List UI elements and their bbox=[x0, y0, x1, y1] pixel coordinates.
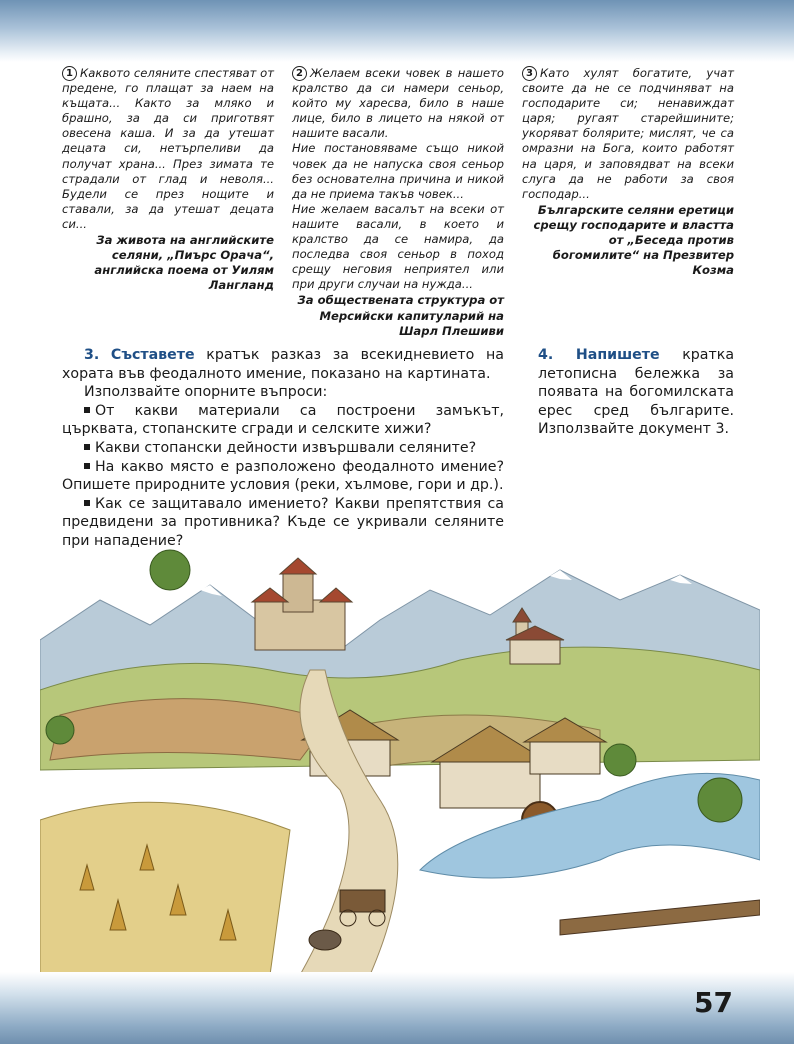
bullet-icon bbox=[84, 463, 90, 469]
footer-band bbox=[0, 972, 794, 1044]
bullet-icon bbox=[84, 444, 90, 450]
source-text: Ние желаем васалът на всеки от нашите васали, в което и кралство да се намира, да последва своя сеньор в поход срещу неговия неприятел или при други случаи на нужда... bbox=[292, 201, 504, 292]
source-caption: Българските селяни еретици срещу господарите и властта от „Беседа против богомилите“ на Презвитер Козма bbox=[533, 202, 734, 278]
task-3 bbox=[62, 346, 504, 551]
task-number: 4. bbox=[538, 347, 554, 363]
task-intro: Използвайте опорните въпроси: bbox=[84, 384, 328, 401]
page-number: 57 bbox=[694, 986, 733, 1019]
feudal-estate-illustration bbox=[40, 530, 760, 975]
bridge bbox=[560, 900, 760, 935]
question-item: Какви стопански дейности извършвали селяните? bbox=[95, 439, 477, 456]
source-text: Каквото селяните спестяват от предене, го плащат за наем на къщата... Както за мляко и брашно, за да си приготвят овесена каша. И за да утешат децата си, нетърпеливи да получат храна... През зимата те страдали от глад и неволя... Будели се през нощите и ставали, за да утешат децата си... bbox=[62, 66, 274, 231]
source-text: Желаем всеки човек в нашето кралство да си намери сеньор, който му харесва, било в наше лице, било в лицето на някой от нашите васали. bbox=[292, 66, 504, 141]
wheat-field bbox=[40, 802, 290, 975]
question-item: На какво място е разположено феодалното имение? Опишете природните условия (реки, хълмове, гори и др.). bbox=[62, 458, 504, 494]
task-verb: Напишете bbox=[575, 347, 660, 363]
source-text: Като хулят богатите, учат своите да не се подчиняват на господарите си; ненавиждат царя; ругаят старейшините; укоряват болярите; мислят, че са омразни на Бога, които работят на царя, и заповядват на всеки слуга да не работи за своя господар... bbox=[522, 66, 734, 201]
task-4 bbox=[538, 346, 734, 439]
task-text: кратък разказ за всекидневието на хората във феодалното имение, показано на картината. bbox=[62, 347, 504, 382]
source-1 bbox=[62, 66, 274, 293]
task-number: 3. bbox=[84, 347, 100, 363]
bullet-icon bbox=[84, 407, 90, 413]
source-3 bbox=[522, 66, 734, 278]
source-caption: За живота на английските селяни, „Пиърс Орача“, английска поема от Уилям Лангланд bbox=[94, 233, 274, 293]
task-verb: Съставете bbox=[110, 347, 195, 363]
source-number: 3 bbox=[522, 66, 537, 81]
source-caption: За обществената структура от Мерсийски капитуларий на Шарл Плешиви bbox=[297, 293, 504, 338]
source-text: Ние постановяваме също никой човек да не напуска своя сеньор без основателна причина и никой да не приема такъв човек... bbox=[292, 141, 504, 201]
source-number: 1 bbox=[62, 66, 77, 81]
header-band bbox=[0, 0, 794, 62]
source-2 bbox=[292, 66, 504, 339]
bullet-icon bbox=[84, 500, 90, 506]
source-number: 2 bbox=[292, 66, 307, 81]
task-text: кратка летописна бележка за появата на богомилската ерес сред българите. Използвайте документ 3. bbox=[538, 347, 735, 438]
castle bbox=[252, 558, 352, 650]
question-item: Как се защитавало имението? Какви препятствия са предвидени за противника? Къде се укривали селяните при нападение? bbox=[62, 495, 504, 549]
question-item: От какви материали са построени замъкът, църквата, стопанските сгради и селските хижи? bbox=[62, 402, 504, 438]
